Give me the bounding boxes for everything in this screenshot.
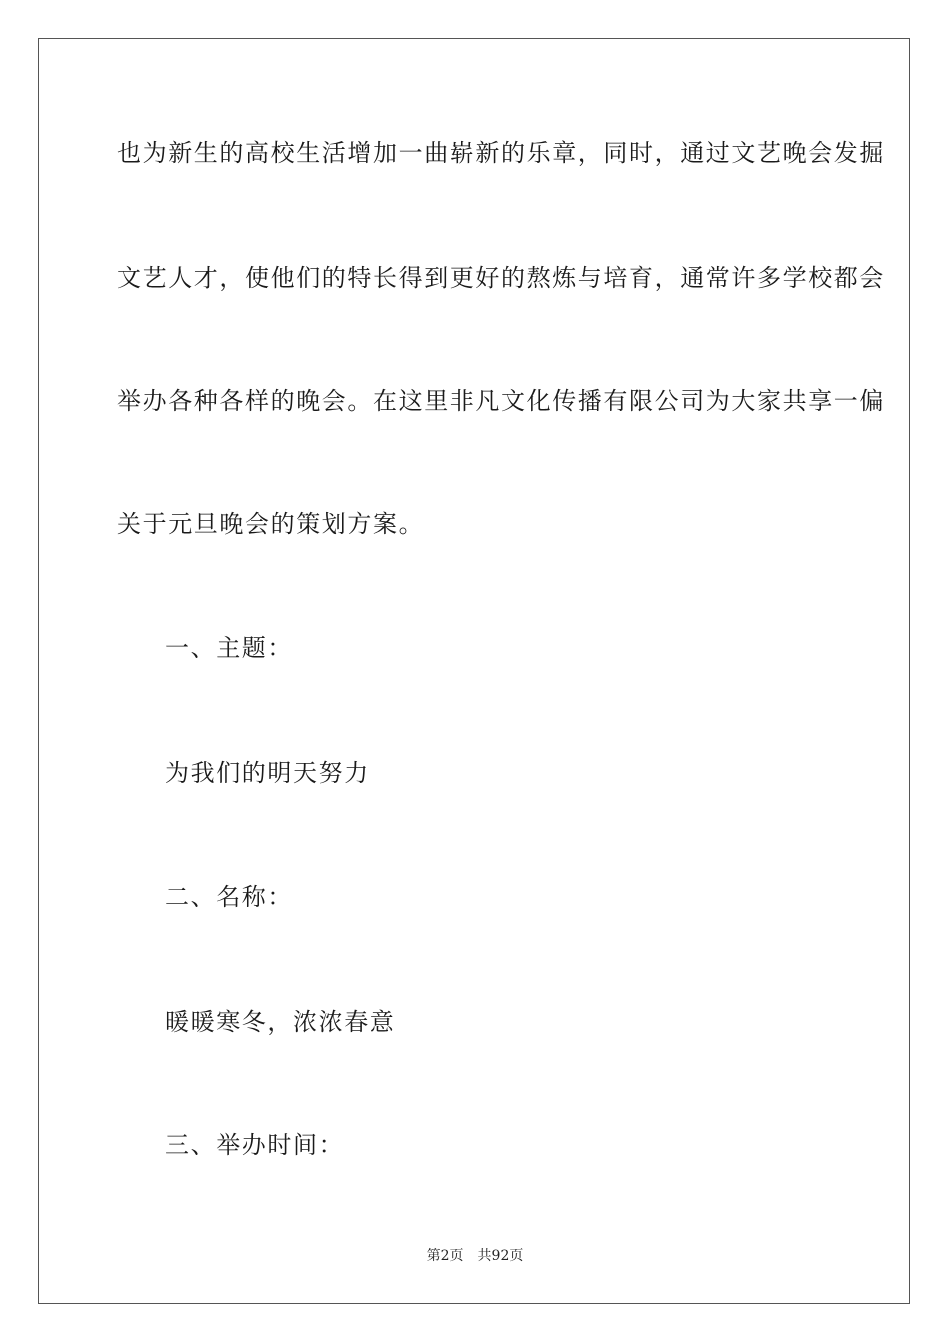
section-heading-theme: 一、主题： (165, 634, 293, 662)
paragraph-line-2: 文艺人才，使他们的特长得到更好的熬炼与培育，通常许多学校都会 (117, 264, 885, 292)
section-heading-name: 二、名称： (165, 883, 293, 911)
section-content-name: 暖暖寒冬，浓浓春意 (165, 1008, 396, 1036)
paragraph-line-4: 关于元旦晚会的策划方案。 (117, 510, 425, 538)
page-footer (0, 1246, 950, 1266)
page-frame (38, 38, 910, 1304)
paragraph-line-3: 举办各种各样的晚会。在这里非凡文化传播有限公司为大家共享一偏 (117, 387, 885, 415)
section-content-theme: 为我们的明天努力 (165, 759, 370, 787)
paragraph-line-1: 也为新生的高校生活增加一曲崭新的乐章，同时，通过文艺晚会发掘 (117, 139, 885, 167)
section-heading-time: 三、举办时间： (165, 1131, 345, 1159)
page-number: 第2页 (426, 1248, 464, 1264)
page-total: 共92页 (477, 1248, 524, 1264)
